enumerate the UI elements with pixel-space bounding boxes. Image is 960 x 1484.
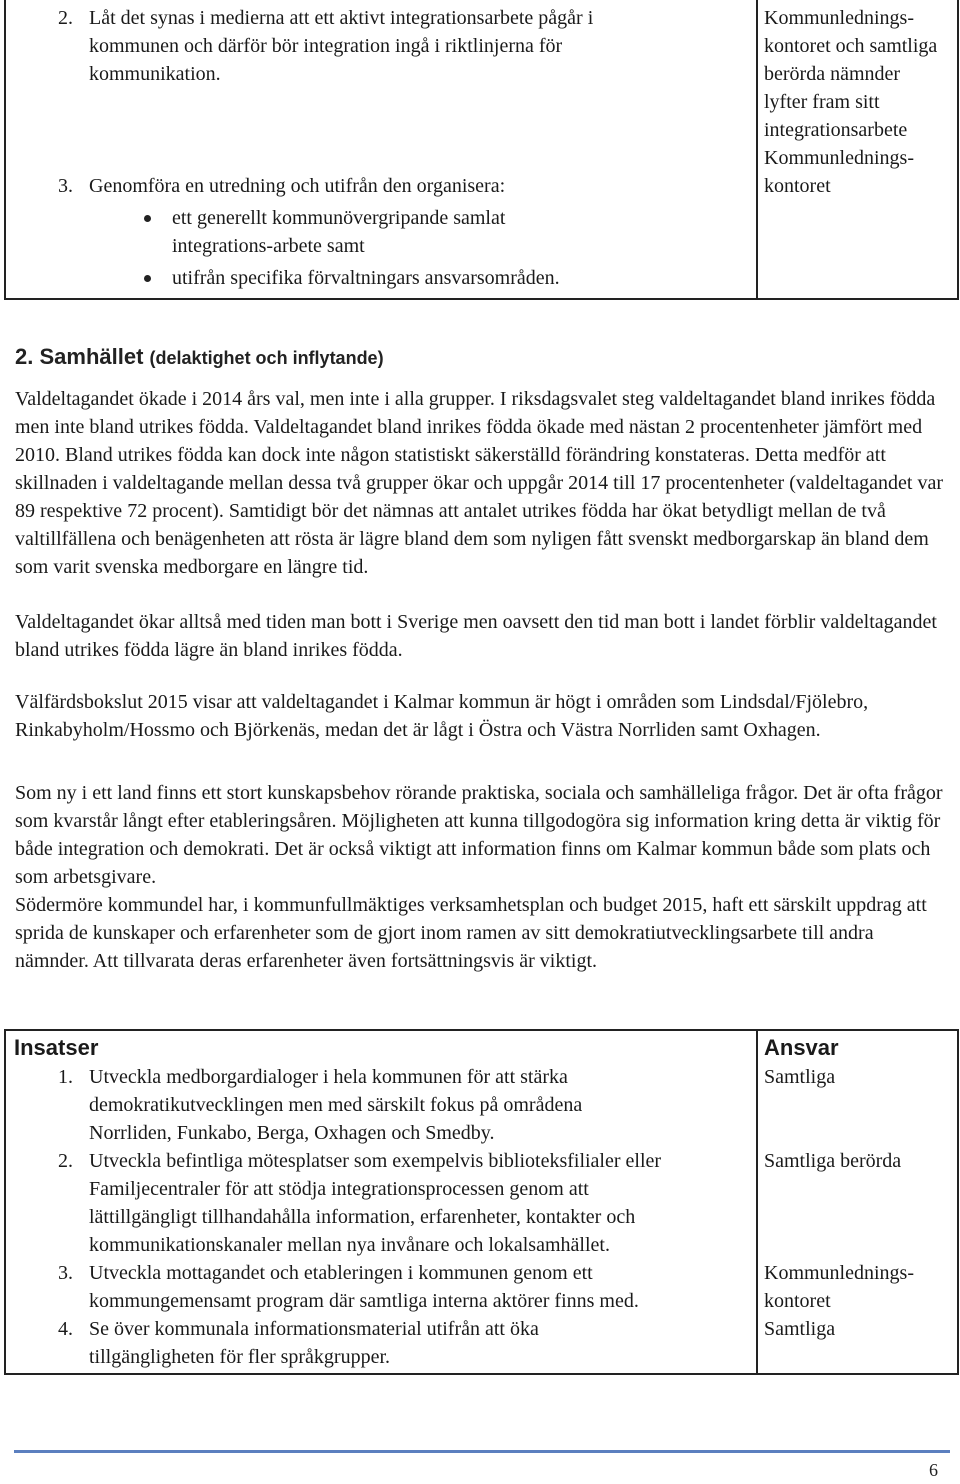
measures-cell [5,0,757,299]
insats-number: 2. [58,1150,73,1172]
measure-item-2 [14,4,669,88]
measure-number: 3. [58,175,73,197]
section-heading [15,343,384,372]
ansvar-header [757,1030,958,1063]
insats-item-3 [14,1259,659,1315]
insats-text: Utveckla mottagandet och etableringen i kommunen genom ett kommungemensamt program där samtliga interna aktörer finns med. [89,1262,639,1312]
body-paragraph: Valdeltagandet ökar alltså med tiden man bott i Sverige men oavsett den tid man bott i landet förblir valdeltagandet bland utrikes födda lägre än bland inrikes födda. [15,611,937,661]
page-number: 6 [929,1460,938,1480]
measure-item-3 [14,172,756,200]
section-title: Samhället [39,344,144,369]
ansvar-heading: Ansvar [764,1035,839,1060]
responsible-text: Kommunlednings-kontoret [764,147,914,197]
insats-row [5,1315,958,1374]
insats-item-1 [14,1063,649,1147]
insats-number: 3. [58,1262,73,1284]
bullet-text: ett generellt kommunövergripande samlat integrations-arbete samt [172,207,506,257]
section-subtitle: (delaktighet och inflytande) [149,348,384,368]
body-paragraph: Som ny i ett land finns ett stort kunskapsbehov rörande praktiska, sociala och samhälleliga frågor. Det är ofta frågor som kvarstår långt efter etableringsåren. Möjligheten att kunna tillgodogöra sig information kring detta är viktig för både integration och demokrati. Det är också viktigt att information finns om Kalmar kommun både som plats och som arbetsgivare. [15,782,943,888]
body-paragraph: Välfärdsbokslut 2015 visar att valdeltagandet i Kalmar kommun är högt i områden som Lindsdal/Fjölebro, Rinkabyholm/Hossmo och Björkenäs, medan det är lågt i Östra och Västra Norrliden samt Oxhagen. [15,691,869,741]
insatser-heading: Insatser [14,1035,99,1060]
responsible-cell [757,0,958,299]
insats-row [5,1063,958,1147]
insats-responsible: Samtliga [764,1318,836,1340]
insats-text: Utveckla befintliga mötesplatser som exempelvis biblioteksfilialer eller Familjecentraler för att stödja integrationsprocessen genom att lättillgängligt tillhandahålla information, erfarenheter, kontakter och kommunikationskanaler mellan nya invånare och lokalsamhället. [89,1150,662,1256]
body-paragraph: Södermöre kommundel har, i kommunfullmäktiges verksamhetsplan och budget 2015, haft ett särskilt uppdrag att sprida de kunskaper och erfarenheter som de gjort inom ramen av sitt demokratiutvecklingsarbete till andra nämnder. Att tillvarata deras erfarenheter även fortsättningsvis är viktigt. [15,894,927,972]
bullet-icon [144,275,151,282]
measure-number: 2. [58,7,73,29]
insats-text: Se över kommunala informationsmaterial utifrån att öka tillgängligheten för fler språkgrupper. [89,1318,539,1368]
insatser-header [5,1030,757,1063]
insats-row [5,1147,958,1259]
insats-responsible: Kommunlednings-kontoret [764,1262,914,1312]
insats-number: 4. [58,1318,73,1340]
insats-item-4 [14,1315,629,1373]
insats-responsible: Samtliga berörda [764,1150,902,1172]
top-measures-table [4,0,959,300]
insatser-table [4,1029,959,1375]
insats-text: Utveckla medborgardialoger i hela kommunen för att stärka demokratikutvecklingen men med särskilt fokus på områdena Norrliden, Funkabo, Berga, Oxhagen och Smedby. [89,1066,583,1144]
body-paragraph: Valdeltagandet ökade i 2014 års val, men inte i alla grupper. I riksdagsvalet steg valdeltagandet bland inrikes födda men inte bland utrikes födda. Valdeltagandet bland inrikes födda ökade med nästan 2 procentenheter jämfört med 2010. Bland utrikes födda kan dock inte någon statistiskt säkerställd förändring konstateras. Detta medför att skillnaden i valdeltagande mellan dessa två grupper ökar och uppgår 2014 till 17 procentenheter (valdeltagandet var 89 respektive 72 procent). Samtidigt bör det nämnas att antalet utrikes födda har ökat betydligt mellan de två valtillfällena och benägenheten att rösta är lägre bland dem som nyligen fått svenskt medborgarskap än bland dem som varit svenska medborgare en längre tid. [15,388,943,578]
footer-rule [14,1450,950,1453]
bullet-icon [144,215,151,222]
bullet-text: utifrån specifika förvaltningars ansvarsområden. [172,267,560,289]
measure-text: Genomföra en utredning och utifrån den organisera: [89,175,506,197]
insats-item-2 [14,1147,669,1259]
bullet-item [14,204,562,260]
insats-responsible: Samtliga [764,1066,836,1088]
responsible-text: Kommunlednings-kontoret och samtliga berörda nämnder lyfter fram sitt integrationsarbete [764,7,938,141]
insats-number: 1. [58,1066,73,1088]
measure-text: Låt det synas i medierna att ett aktivt integrationsarbete pågår i kommunen och därför bör integration ingå i riktlinjerna för kommunikation. [89,7,594,85]
bullet-item [14,264,756,292]
section-number: 2. [15,344,34,369]
insats-row [5,1259,958,1315]
